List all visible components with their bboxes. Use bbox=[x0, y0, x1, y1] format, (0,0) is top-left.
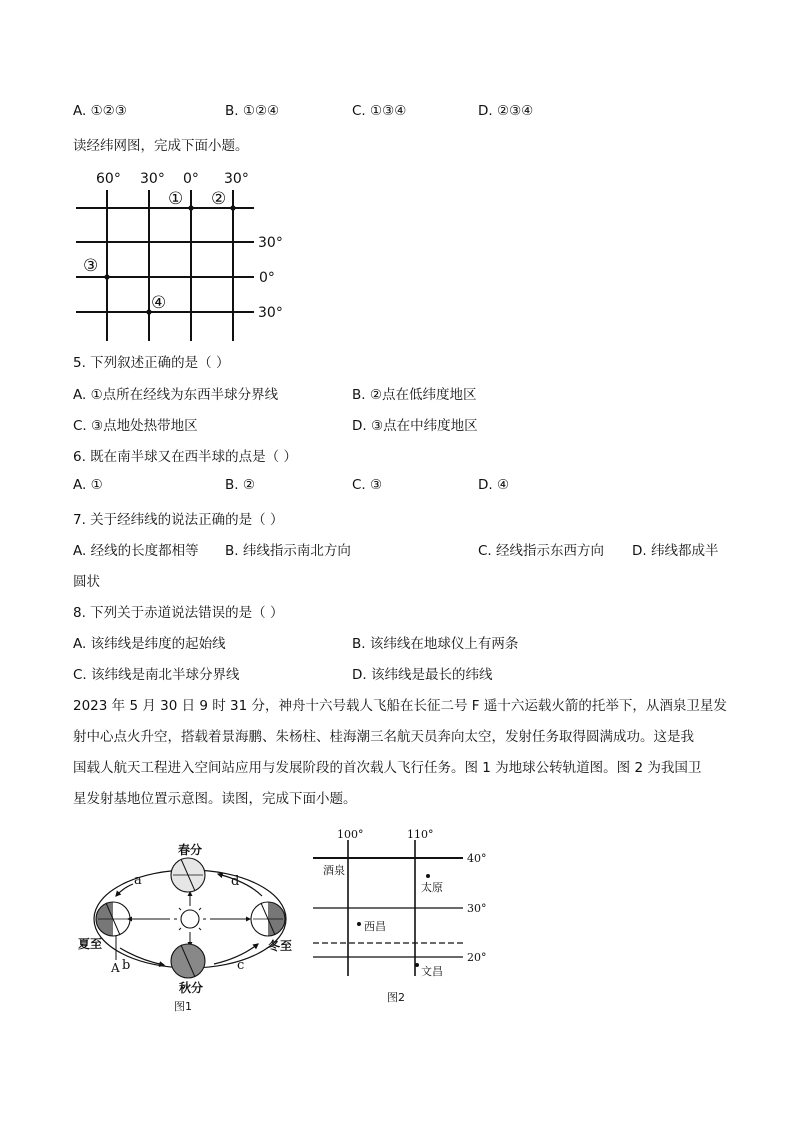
q7-option-a: A. 经线的长度都相等 bbox=[73, 543, 199, 559]
orbit-figure bbox=[78, 832, 298, 1012]
q4-option-b: B. ①②④ bbox=[225, 103, 280, 119]
intro-grid: 读经纬网图，完成下面小题。 bbox=[73, 138, 249, 154]
label-a: a bbox=[134, 873, 142, 888]
earth-chunfen bbox=[171, 858, 205, 892]
earth-dongzhi bbox=[251, 902, 285, 936]
passage-line-3: 国载人航天工程进入空间站应用与发展阶段的首次载人飞行任务。图 1 为地球公转轨道图。图 2 为我国卫 bbox=[73, 760, 702, 776]
q7-option-d-continued: 圆状 bbox=[73, 574, 100, 590]
point-1-label: ① bbox=[168, 189, 184, 209]
q5-option-d: D. ③点在中纬度地区 bbox=[352, 418, 478, 434]
passage-line-4: 星发射基地位置示意图。读图，完成下面小题。 bbox=[73, 791, 357, 807]
point-3-label: ③ bbox=[83, 256, 99, 276]
label-dongzhi: 冬至 bbox=[268, 939, 293, 953]
point-2-dot bbox=[230, 205, 235, 210]
sun-icon bbox=[174, 903, 206, 935]
label-c: c bbox=[237, 958, 245, 973]
lat-label-0: 0° bbox=[259, 270, 275, 286]
point-1-dot bbox=[188, 205, 193, 210]
q6-option-c: C. ③ bbox=[352, 477, 383, 493]
q7-option-d: D. 纬线都成半 bbox=[632, 543, 719, 559]
graticule-figure bbox=[70, 165, 300, 345]
point-2-label: ② bbox=[211, 189, 227, 209]
passage-line-1: 2023 年 5 月 30 日 9 时 31 分，神舟十六号载人飞船在长征二号 F 遥十六运载火箭的托举下，从酒泉卫星发 bbox=[73, 698, 727, 714]
q7-option-b: B. 纬线指示南北方向 bbox=[225, 543, 351, 559]
label-wenchang: 文昌 bbox=[421, 965, 443, 978]
q5-option-a: A. ①点所在经线为东西半球分界线 bbox=[73, 387, 279, 403]
q5-option-b: B. ②点在低纬度地区 bbox=[352, 387, 477, 403]
earth-qiufen bbox=[171, 944, 205, 978]
lon-label-0: 0° bbox=[183, 171, 199, 187]
q6-option-d: D. ④ bbox=[478, 477, 510, 493]
label-b: b bbox=[122, 958, 131, 973]
lat-label-30s: 30° bbox=[258, 305, 283, 321]
taiyuan-dot bbox=[426, 874, 430, 878]
q7-option-c: C. 经线指示东西方向 bbox=[478, 543, 605, 559]
q8-stem: 8. 下列关于赤道说法错误的是（ ） bbox=[73, 605, 284, 621]
label-qiufen: 秋分 bbox=[179, 981, 204, 995]
q6-option-b: B. ② bbox=[225, 477, 255, 493]
orbit-arrow-c bbox=[214, 944, 258, 964]
label-lat20: 20° bbox=[467, 951, 487, 964]
lon-label-30w: 30° bbox=[140, 171, 165, 187]
wenchang-dot bbox=[415, 963, 419, 967]
label-lat40: 40° bbox=[467, 852, 487, 865]
q8-option-d: D. 该纬线是最长的纬线 bbox=[352, 667, 493, 683]
label-jiuquan: 酒泉 bbox=[323, 864, 345, 877]
q7-stem: 7. 关于经纬线的说法正确的是（ ） bbox=[73, 512, 284, 528]
grid-lines bbox=[76, 190, 254, 341]
passage-line-2: 射中心点火升空，搭载着景海鹏、朱杨柱、桂海潮三名航天员奔向太空，发射任务取得圆满成功。这是我 bbox=[73, 729, 694, 745]
fig1-caption: 图1 bbox=[174, 1000, 192, 1012]
label-d: d bbox=[231, 874, 240, 889]
q4-option-d: D. ②③④ bbox=[478, 103, 534, 119]
q6-stem: 6. 既在南半球又在西半球的点是（ ） bbox=[73, 449, 297, 465]
q5-option-c: C. ③点地处热带地区 bbox=[73, 418, 198, 434]
q4-option-c: C. ①③④ bbox=[352, 103, 407, 119]
label-taiyuan: 太原 bbox=[421, 881, 443, 894]
q8-option-a: A. 该纬线是纬度的起始线 bbox=[73, 636, 226, 652]
label-A: A bbox=[111, 961, 120, 975]
point-4-label: ④ bbox=[151, 293, 167, 313]
q5-stem: 5. 下列叙述正确的是（ ） bbox=[73, 355, 230, 371]
lon-label-60: 60° bbox=[96, 171, 121, 187]
lat-label-30n: 30° bbox=[258, 235, 283, 251]
earth-xiazhi bbox=[96, 902, 130, 936]
label-lon100: 100° bbox=[337, 828, 364, 841]
q8-option-c: C. 该纬线是南北半球分界线 bbox=[73, 667, 240, 683]
xichang-dot bbox=[357, 922, 361, 926]
q4-option-a: A. ①②③ bbox=[73, 103, 127, 119]
fig2-caption: 图2 bbox=[387, 991, 405, 1004]
label-lon110: 110° bbox=[407, 828, 434, 841]
label-xiazhi: 夏至 bbox=[78, 937, 103, 951]
label-xichang: 西昌 bbox=[364, 920, 386, 933]
q6-option-a: A. ① bbox=[73, 477, 103, 493]
lon-label-30e: 30° bbox=[224, 171, 249, 187]
label-lat30: 30° bbox=[467, 902, 487, 915]
label-chunfen: 春分 bbox=[178, 843, 203, 857]
q8-option-b: B. 该纬线在地球仪上有两条 bbox=[352, 636, 519, 652]
launch-base-figure bbox=[305, 826, 505, 1006]
point-3-dot bbox=[104, 274, 109, 279]
